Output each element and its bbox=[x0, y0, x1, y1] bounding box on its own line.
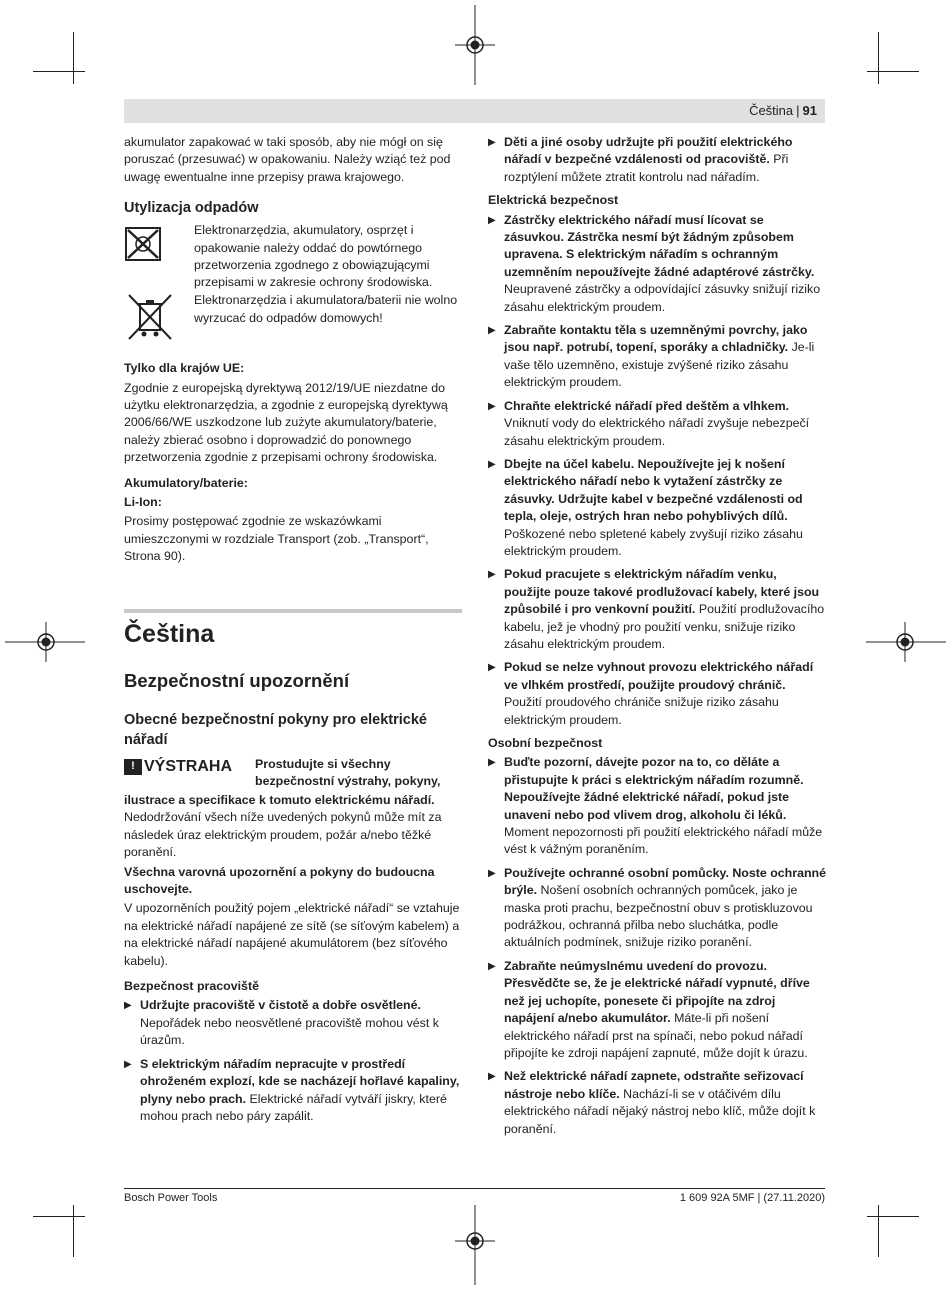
utylizacja-heading: Utylizacja odpadów bbox=[124, 200, 259, 217]
intro-paragraph: akumulator zapakować w taki sposób, aby nie mógł on się poruszać (przesuwać) w opakowaniu. Należy wziąć też pod uwagę ewentualne inne przepisy prawa krajowego. bbox=[124, 135, 451, 184]
footer-doc-id: 1 609 92A 5MF | (27.11.2020) bbox=[679, 1192, 825, 1204]
header-language: Čeština bbox=[749, 103, 794, 118]
list-item-text: Vniknutí vody do elektrického nářadí zvyšuje nebezpečí zásahu elektrickým proudem. bbox=[504, 416, 810, 448]
list-item-text: Elektrické nářadí vytváří jiskry, které mohou prach nebo páry zapálit. bbox=[140, 1091, 447, 1123]
crop-mark bbox=[33, 71, 85, 72]
list-item bbox=[488, 659, 826, 729]
arrow-icon: ▶ bbox=[488, 867, 496, 879]
crop-mark bbox=[33, 1216, 85, 1217]
footer-rule bbox=[124, 1188, 825, 1189]
list-item-text: Nošení osobních ochranných pomůcek, jako je maska proti prachu, bezpečnostní obuv s protiskluzovou podrážkou, ochranná přilba nebo sluchátka, podle aktuálních podmínek, snižuje riziko poranění. bbox=[504, 883, 813, 950]
list-item-bold: Než elektrické nářadí zapnete, odstraňte seřizovací nástroje nebo klíče. bbox=[504, 1069, 804, 1101]
list-item-text: Poškozené nebo spletené kabely zvyšují riziko zásahu elektrickým proudem. bbox=[504, 526, 803, 558]
list-item bbox=[488, 754, 826, 858]
keep-instructions: Všechna varovná upozornění a pokyny do budoucna uschovejte. bbox=[124, 864, 435, 897]
list-item-bold: Používejte ochranné osobní pomůcky. Noste ochranné brýle. bbox=[504, 865, 826, 898]
list-item bbox=[488, 865, 826, 952]
list-item-text: Neupravené zástrčky a odpovídající zásuvky snižují riziko zásahu elektrickým proudem. bbox=[504, 282, 821, 314]
term-definition: V upozorněních použitý pojem „elektrické nářadí“ se vztahuje na elektrické nářadí napájené ze sítě (se síťovým kabelem) a na elektrické nářadí napájené akumulátorem (bez síťového kabelu). bbox=[124, 901, 460, 968]
list-item-bold: Dbejte na účel kabelu. Nepoužívejte jej k nošení elektrického nářadí nebo k vytažení zástrčky ze zásuvky. Udržujte kabel v bezpečné vzdálenosti od tepla, oleje, ostrých hran nebo pohyblivých dílů. bbox=[504, 456, 803, 524]
list-item-text: Máte-li při nošení elektrického nářadí prst na spínači, nebo pokud nářadí připojíte ke zdroji napájení zapnuté, může dojít k úrazu. bbox=[504, 1011, 808, 1060]
list-item-bold: Buďte pozorní, dávejte pozor na to, co děláte a přistupujte k práci s elektrickým nářadím rozumně. Nepoužívejte žádné elektrické nářadí, pokud jste unaveni nebo pod vlivem drog, alkoholu či léků. bbox=[504, 755, 804, 822]
disposal-text-1: Elektronarzędzia, akumulatory, osprzęt i opakowanie należy oddać do powtórnego przetworzenia zgodnego z obowiązującymi przepisami w zakresie ochrony środowiska. bbox=[194, 223, 433, 290]
arrow-icon: ▶ bbox=[124, 1000, 132, 1012]
crossed-bin-icon bbox=[126, 292, 174, 342]
arrow-icon: ▶ bbox=[488, 960, 496, 972]
list-item bbox=[124, 997, 464, 1049]
list-item-bold: Udržujte pracoviště v čistotě a dobře osvětlené. bbox=[140, 998, 421, 1013]
list-item-text: Při rozptýlení můžete ztratit kontrolu nad nářadím. bbox=[504, 152, 789, 184]
registration-mark-icon bbox=[455, 1205, 495, 1285]
warning-triangle-icon: ! bbox=[124, 759, 142, 775]
liion-heading: Li-Ion: bbox=[124, 495, 162, 510]
list-item bbox=[488, 134, 826, 186]
batteries-heading: Akumulatory/baterie: bbox=[124, 475, 248, 490]
arrow-icon: ▶ bbox=[124, 1058, 132, 1070]
page-header bbox=[749, 103, 817, 118]
list-item bbox=[488, 456, 826, 560]
crop-mark bbox=[878, 32, 879, 84]
arrow-icon: ▶ bbox=[488, 458, 496, 470]
eu-heading: Tylko dla krajów UE: bbox=[124, 361, 245, 376]
list-item bbox=[488, 212, 826, 316]
czech-left-column bbox=[124, 710, 464, 1131]
arrow-icon: ▶ bbox=[488, 137, 496, 148]
safety-heading: Bezpečnostní upozornění bbox=[124, 670, 350, 691]
registration-mark-icon bbox=[5, 622, 85, 662]
crop-mark bbox=[867, 1216, 919, 1217]
left-column-polish bbox=[124, 134, 464, 568]
list-item-text: Moment nepozornosti při použití elektrického nářadí může vést k vážným poraněním. bbox=[504, 825, 823, 857]
personal-safety-heading: Osobní bezpečnost bbox=[488, 736, 603, 750]
language-title: Čeština bbox=[124, 620, 215, 648]
list-item-bold: Zabraňte kontaktu těla s uzemněnými povrchy, jako jsou např. potrubí, topení, sporáky a chladničky. bbox=[504, 323, 808, 355]
registration-mark-icon bbox=[866, 622, 946, 662]
disposal-text-2: Elektronarzędzia i akumulatora/baterii nie wolno wyrzucać do odpadów domowych! bbox=[194, 293, 458, 325]
crop-mark bbox=[867, 71, 919, 72]
list-item bbox=[488, 322, 826, 392]
arrow-icon: ▶ bbox=[488, 757, 496, 769]
list-item-text: Použití proudového chrániče snižuje riziko zásahu elektrickým proudem. bbox=[504, 695, 779, 727]
warning-badge bbox=[124, 758, 232, 776]
electrical-safety-heading: Elektrická bezpečnost bbox=[488, 193, 619, 208]
right-column bbox=[488, 134, 826, 1144]
registration-mark-icon bbox=[455, 5, 495, 85]
crop-mark bbox=[73, 1205, 74, 1257]
list-item bbox=[488, 1068, 826, 1138]
list-item-bold: Děti a jiné osoby udržujte při použití elektrického nářadí v bezpečné vzdálenosti od pracoviště. bbox=[504, 135, 793, 167]
warning-bold-text-2: ilustrace a specifikace k tomuto elektrickému nářadí. bbox=[124, 793, 435, 807]
header-separator: | bbox=[796, 103, 800, 118]
list-item-text: Použití prodlužovacího kabelu, jež je vhodný pro použití venku, snižuje riziko zásahu elektrickým proudem. bbox=[504, 602, 825, 651]
list-item-bold: Zabraňte neúmyslnému uvedení do provozu. Přesvědčte se, že je elektrické nářadí vypnuté, dříve než jej uchopíte, ponesete či připojíte na zdroj napájení a/nebo akumulátor. bbox=[504, 958, 810, 1026]
page-number: 91 bbox=[802, 103, 817, 118]
liion-text: Prosimy postępować zgodnie ze wskazówkami umieszczonymi w rozdziale Transport (zob. „Transport“, Strona 90). bbox=[124, 514, 429, 564]
warning-text: Nedodržování všech níže uvedených pokynů může mít za následek úraz elektrickým proudem, požár a/nebo těžké poranění. bbox=[124, 810, 442, 860]
arrow-icon: ▶ bbox=[488, 214, 496, 226]
list-item-bold: Pokud se nelze vyhnout provozu elektrického nářadí ve vlhkém prostředí, použijte proudový chránič. bbox=[504, 660, 814, 692]
list-item bbox=[124, 1056, 464, 1126]
warning-label: VÝSTRAHA bbox=[144, 758, 233, 775]
recycle-packaging-icon bbox=[124, 224, 164, 264]
header-bar bbox=[124, 99, 825, 123]
arrow-icon: ▶ bbox=[488, 662, 496, 674]
arrow-icon: ▶ bbox=[488, 400, 496, 412]
list-item-text: Nepořádek nebo neosvětlené pracoviště mohou vést k úrazům. bbox=[140, 1015, 439, 1048]
warning-bold-text-1: Prostudujte si všechny bezpečnostní výstrahy, pokyny, bbox=[255, 757, 441, 789]
list-item bbox=[488, 398, 826, 450]
footer-brand: Bosch Power Tools bbox=[124, 1192, 218, 1204]
arrow-icon: ▶ bbox=[488, 325, 496, 337]
list-item-bold: Chraňte elektrické nářadí před deštěm a vlhkem. bbox=[504, 398, 790, 413]
list-item-text: Je-li vaše tělo uzemněno, existuje zvýšené riziko zásahu elektrickým proudem. bbox=[504, 340, 815, 390]
list-item bbox=[488, 566, 826, 653]
disposal-block bbox=[124, 222, 464, 352]
list-item-text: Nachází-li se v otáčivém dílu elektrického nářadí nějaký nástroj nebo klíč, může dojít k poranění. bbox=[504, 1086, 816, 1136]
list-item-bold: Pokud pracujete s elektrickým nářadím venku, použijte pouze takové prodlužovací kabely, které jsou způsobilé i pro venkovní použití. bbox=[504, 567, 820, 617]
work-area-heading: Bezpečnost pracoviště bbox=[124, 979, 259, 994]
list-item-bold: S elektrickým nářadím nepracujte v prostředí ohroženém explozí, kde se nacházejí hořlavé kapaliny, plyny nebo prach. bbox=[140, 1056, 460, 1106]
arrow-icon: ▶ bbox=[488, 1071, 496, 1083]
warning-row bbox=[124, 756, 464, 792]
arrow-icon: ▶ bbox=[488, 569, 496, 581]
crop-mark bbox=[878, 1205, 879, 1257]
crop-mark bbox=[73, 32, 74, 84]
eu-text: Zgodnie z europejską dyrektywą 2012/19/UE niezdatne do użytku elektronarzędzia, a zgodnie z europejską dyrektywą 2006/66/WE uszkodzone lub zużyte akumulatory/baterie, należy zbierać osobno i doprowadzić do ponownego przetworzenia zgodnie z przepisami ochrony środowiska. bbox=[124, 380, 448, 465]
section-rule bbox=[124, 609, 462, 613]
list-item bbox=[488, 958, 826, 1062]
general-safety-heading: Obecné bezpečnostní pokyny pro elektrické nářadí bbox=[124, 712, 427, 748]
list-item-bold: Zástrčky elektrického nářadí musí lícovat se zásuvkou. Zástrčka nesmí být žádným způsobem upravena. S elektrickým nářadím s ochranným uzemněním nepoužívejte žádné adaptérové zástrčky. bbox=[504, 212, 815, 279]
